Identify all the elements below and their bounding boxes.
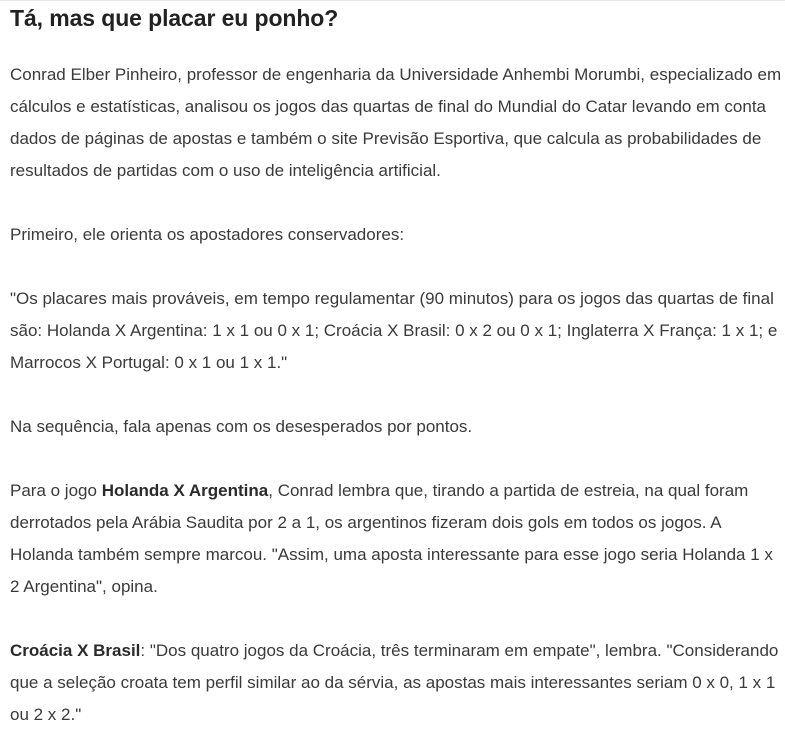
paragraph-text: : "Dos quatro jogos da Croácia, três terminaram em empate", lembra. "Considerando que a seleção croata tem perfil similar ao da sérvia, as apostas mais interessantes seriam 0 x 0, 1 x 1 ou 2 x 2." [10, 641, 779, 724]
paragraph-desperate-intro: Na sequência, fala apenas com os desesperados por pontos. [10, 417, 473, 436]
paragraph-conservative-intro: Primeiro, ele orienta os apostadores conservadores: [10, 225, 405, 244]
paragraph-holanda-argentina [10, 475, 782, 603]
paragraph-text: Para o jogo [10, 481, 102, 500]
paragraph-intro: Conrad Elber Pinheiro, professor de engenharia da Universidade Anhembi Morumbi, especializado em cálculos e estatísticas, analisou os jogos das quartas de final do Mundial do Catar levando em conta dados de páginas de apostas e também o site Previsão Esportiva, que calcula as probabilidades de resultados de partidas com o uso de inteligência artificial. [10, 65, 782, 180]
match-highlight-holanda-argentina: Holanda X Argentina [101, 481, 269, 500]
paragraph-probable-scores-quote: "Os placares mais prováveis, em tempo regulamentar (90 minutos) para os jogos das quartas de final são: Holanda X Argentina: 1 x 1 ou 0 x 1; Croácia X Brasil: 0 x 2 ou 0 x 1; Inglaterra X França: 1 x 1; e Marrocos X Portugal: 0 x 1 ou 1 x 1." [10, 289, 778, 372]
paragraph-croacia-brasil [10, 635, 782, 731]
article-body [10, 0, 782, 731]
match-highlight-croacia-brasil: Croácia X Brasil [10, 641, 141, 660]
section-headline: Tá, mas que placar eu ponho? [10, 5, 339, 31]
paragraph-text: , Conrad lembra que, tirando a partida de estreia, na qual foram derrotados pela Arábia Saudita por 2 a 1, os argentinos fizeram dois gols em todos os jogos. A Holanda também sempre marcou. "Assim, uma aposta interessante para esse jogo seria Holanda 1 x 2 Argentina", opina. [10, 481, 773, 596]
